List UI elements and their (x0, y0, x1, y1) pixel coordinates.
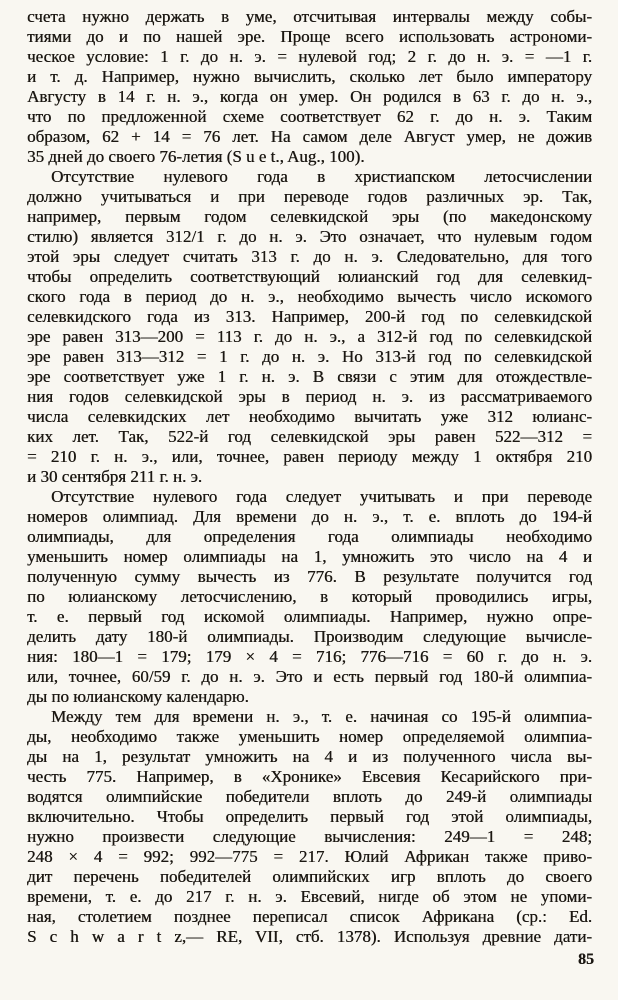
text-line: водятся олимпийские победители вплоть до 249-й олимпиады (27, 787, 592, 806)
body-text-block (27, 7, 592, 947)
text-line: ких лет. Так, 522-й год селевкидской эры равен 522—312 = (27, 427, 592, 446)
text-line: честь 775. Например, в «Хронике» Евсевия Кесарийского при- (27, 767, 592, 786)
text-line: например, первым годом селевкидской эры (по македонскому (27, 207, 592, 226)
text-line: ческое условие: 1 г. до н. э. = нулевой год; 2 г. до н. э. = —1 г. (27, 47, 592, 66)
text-line: эре равен 313—200 = 113 г. до н. э., а 312-й год по селевкидской (27, 327, 592, 346)
text-line: полученную сумму вычесть из 776. В результате получится год (27, 567, 592, 586)
text-line: ния годов селевкидской эры в период н. э. из рассматриваемого (27, 387, 592, 406)
text-line: ния: 180—1 = 179; 179 × 4 = 716; 776—716 = 60 г. до н. э. (27, 647, 592, 666)
text-line: ная, столетием позднее переписал список Африкана (ср.: Ed. (27, 907, 592, 926)
text-line: что по предложенной схеме соответствует 62 г. до н. э. Таким (27, 107, 592, 126)
text-line: делить дату 180-й олимпиады. Производим следующие вычисле- (27, 627, 592, 646)
text-line: эре равен 313—312 = 1 г. до н. э. Но 313-й год по селевкидской (27, 347, 592, 366)
text-line: включительно. Чтобы определить первый год этой олимпиады, (27, 807, 592, 826)
text-line: этой эры следует считать 313 г. до н. э. Следовательно, для того (27, 247, 592, 266)
text-line: 248 × 4 = 992; 992—775 = 217. Юлий Африкан также приво- (27, 847, 592, 866)
text-line: времени, т. е. до 217 г. н. э. Евсевий, нигде об этом не упоми- (27, 887, 592, 906)
text-line: и 30 сентября 211 г. н. э. (27, 467, 203, 486)
text-line: тиями до и по нашей эре. Проще всего использовать астрономи- (27, 27, 592, 46)
text-line: = 210 г. н. э., или, точнее, равен периоду между 1 октября 210 (27, 447, 592, 466)
text-line: ды по юлианскому календарю. (27, 687, 249, 706)
text-line: олимпиады, для определения года олимпиады необходимо (27, 527, 592, 546)
text-line: Отсутствие нулевого года в христиапском летосчислении (51, 167, 592, 186)
text-line: ского года в период до н. э., необходимо вычесть число искомого (27, 287, 592, 306)
text-line: чтобы определить соответствующий юлианский год для селевкид- (27, 267, 592, 286)
text-line: ды на 1, результат умножить на 4 и из полученного числа вы- (27, 747, 592, 766)
text-line: селевкидского года из 313. Например, 200-й год по селевкидской (27, 307, 592, 326)
text-line: т. е. первый год искомой олимпиады. Например, нужно опре- (27, 607, 592, 626)
text-line: стилю) является 312/1 г. до н. э. Это означает, что нулевым годом (27, 227, 592, 246)
text-line: S c h w a r t z,— RE, VII, стб. 1378). Используя древние дати- (27, 927, 592, 946)
text-line: 35 дней до своего 76-летия (S u e t., Aug., 100). (27, 147, 365, 166)
text-line: по юлианскому летосчислению, в который проводились игры, (27, 587, 592, 606)
text-line: уменьшить номер олимпиады на 1, умножить это число на 4 и (27, 547, 592, 566)
text-line: нужно произвести следующие вычисления: 249—1 = 248; (27, 827, 592, 846)
text-line: Августу в 14 г. н. э., когда он умер. Он родился в 63 г. до н. э., (27, 87, 592, 106)
text-line: Отсутствие нулевого года следует учитывать и при переводе (51, 487, 592, 506)
text-line: номеров олимпиад. Для времени до н. э., т. е. вплоть до 194-й (27, 507, 592, 526)
text-line: счета нужно держать в уме, отсчитывая интервалы между собы- (27, 7, 592, 26)
text-line: дит перечень победителей олимпийских игр вплоть до своего (27, 867, 592, 886)
page-number: 85 (578, 951, 594, 968)
text-line: и т. д. Например, нужно вычислить, сколько лет было императору (27, 67, 592, 86)
text-line: или, точнее, 60/59 г. до н. э. Это и есть первый год 180-й олимпиа- (27, 667, 592, 686)
text-line: эре соответствует уже 1 г. н. э. В связи с этим для отождествле- (27, 367, 592, 386)
text-line: Между тем для времени н. э., т. е. начиная со 195-й олимпиа- (51, 707, 592, 726)
text-line: ды, необходимо также уменьшить номер определяемой олимпиа- (27, 727, 592, 746)
text-line: должно учитываться и при переводе годов различных эр. Так, (27, 187, 592, 206)
text-line: числа селевкидских лет необходимо вычитать уже 312 юлианс- (27, 407, 592, 426)
text-line: образом, 62 + 14 = 76 лет. На самом деле Август умер, не дожив (27, 127, 592, 146)
